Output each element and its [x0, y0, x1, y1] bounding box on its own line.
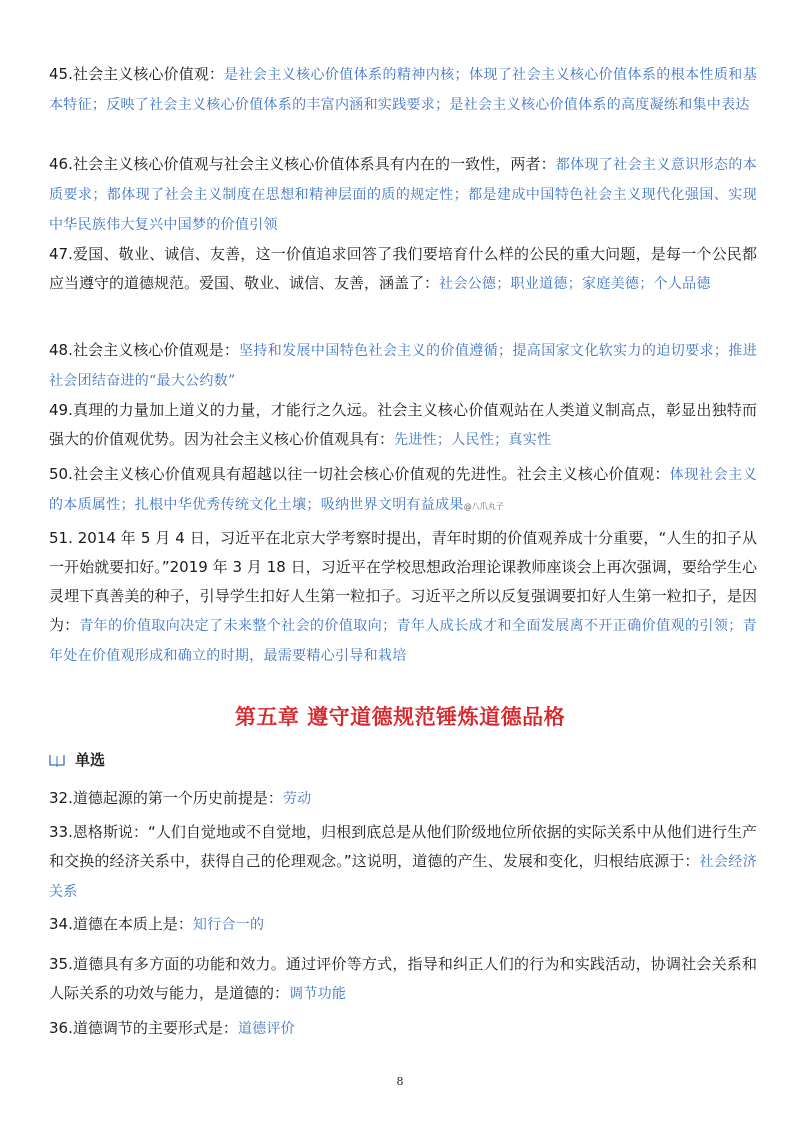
answer-text: 先进性；人民性；真实性 — [394, 432, 552, 448]
question-item-48 — [49, 336, 757, 396]
chapter-title: 第五章 遵守道德规范锤炼道德品格 — [234, 705, 566, 729]
answer-text: 道德评价 — [237, 1021, 296, 1037]
question-text: 48.社会主义核心价值观是： — [49, 341, 239, 359]
page-number: 8 — [396, 1075, 404, 1088]
section-header — [49, 748, 105, 770]
answer-text: 社会经济关系 — [49, 854, 758, 900]
question-item-46 — [49, 150, 757, 240]
question-text: 34.道德在本质上是： — [49, 915, 193, 933]
question-item-45 — [49, 60, 757, 120]
question-item-49 — [49, 396, 757, 455]
answer-text: 社会公德；职业道德；家庭美德；个人品德 — [439, 276, 711, 292]
question-text: 47.爱国、敬业、诚信、友善，这一价值追求回答了我们要培育什么样的公民的重大问题，是每一个公民都应当遵守的道德规范。爱国、敬业、诚信、友善，涵盖了： — [49, 245, 757, 292]
question-text: 46.社会主义核心价值观与社会主义核心价值体系具有内在的一致性，两者： — [49, 155, 556, 173]
question-item-34 — [49, 910, 757, 940]
question-item-47 — [49, 240, 757, 299]
watermark-text: @八爪丸子 — [463, 502, 504, 511]
answer-text: 坚持和发展中国特色社会主义的价值遵循；提高国家文化软实力的迫切要求；推进社会团结奋进的“最大公约数” — [49, 343, 757, 389]
question-text: 45.社会主义核心价值观： — [49, 65, 225, 83]
question-text: 35.道德具有多方面的功能和效力。通过评价等方式，指导和纠正人们的行为和实践活动，协调社会关系和人际关系的功效与能力，是道德的： — [49, 955, 757, 1002]
answer-text: 都体现了社会主义意识形态的本质要求；都体现了社会主义制度在思想和精神层面的质的规定性；都是建成中国特色社会主义现代化强国、实现中华民族伟大复兴中国梦的价值引领 — [49, 157, 757, 233]
answer-text: 知行合一的 — [192, 917, 265, 933]
answer-text: 体现社会主义的本质属性；扎根中华优秀传统文化土壤；吸纳世界文明有益成果 — [49, 467, 757, 513]
question-text: 32.道德起源的第一个历史前提是： — [49, 789, 283, 807]
question-item-32 — [49, 784, 757, 814]
question-item-36 — [49, 1014, 757, 1044]
answer-text: 青年的价值取向决定了未来整个社会的价值取向；青年人成长成才和全面发展离不开正确价值观的引领；青年处在价值观形成和确立的时期，最需要精心引导和栽培 — [49, 618, 757, 664]
question-text: 51. 2014 年 5 月 4 日，习近平在北京大学考察时提出，青年时期的价值观养成十分重要，“人生的扣子从一开始就要扣好。”2019 年 3 月 18 日，习近平在学校思想政治理论课教师座谈会上再次强调，要给学生心灵埋下真善美的种子，引导学生扣好人生第一粒扣子。习近平之所以反复强调要扣好人生第一粒扣子，是因为： — [49, 529, 757, 634]
answer-text: 是社会主义核心价值体系的精神内核；体现了社会主义核心价值体系的根本性质和基本特征；反映了社会主义核心价值体系的丰富内涵和实践要求；是社会主义核心价值体系的高度凝练和集中表达 — [49, 67, 757, 113]
book-icon — [49, 752, 65, 766]
question-text: 36.道德调节的主要形式是： — [49, 1019, 238, 1037]
question-item-51 — [49, 524, 757, 671]
question-item-33 — [49, 818, 757, 907]
question-text: 50.社会主义核心价值观具有超越以往一切社会核心价值观的先进性。社会主义核心价值观： — [49, 465, 670, 483]
section-label: 单选 — [75, 750, 106, 769]
question-text: 33.恩格斯说：“人们自觉地或不自觉地，归根到底总是从他们阶级地位所依据的实际关系中从他们进行生产和交换的经济关系中，获得自己的伦理观念。”这说明，道德的产生、发展和变化，归根结底源于： — [49, 823, 757, 870]
question-item-35 — [49, 950, 757, 1009]
answer-text: 调节功能 — [289, 986, 347, 1002]
question-text: 49.真理的力量加上道义的力量，才能行之久远。社会主义核心价值观站在人类道义制高点，彰显出独特而强大的价值观优势。因为社会主义核心价值观具有： — [49, 401, 757, 448]
question-item-50 — [49, 460, 757, 521]
answer-text: 劳动 — [282, 791, 312, 807]
